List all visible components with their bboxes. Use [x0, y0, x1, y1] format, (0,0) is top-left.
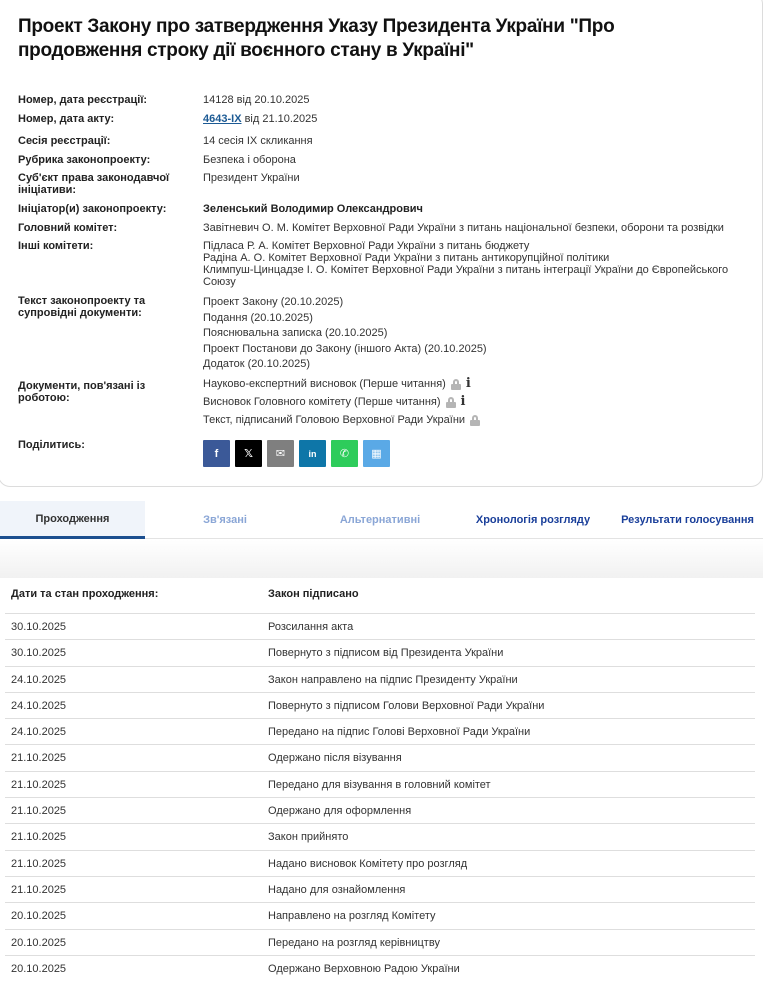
info-icon[interactable]: i: [465, 376, 471, 391]
tab-chronology[interactable]: Хронологія розгляду: [475, 514, 591, 526]
share-buttons: [203, 440, 743, 467]
label: Сесія реєстрації:: [18, 135, 111, 147]
row-status: Одержано після візування: [268, 752, 402, 765]
label: Текст законопроекту та супровідні документи:: [18, 295, 146, 319]
value: Зеленський Володимир Олександрович: [203, 203, 423, 215]
value: 14128 від 20.10.2025: [203, 94, 310, 106]
row-date: 20.10.2025: [11, 910, 67, 923]
label: Головний комітет:: [18, 222, 118, 234]
row-date: 30.10.2025: [11, 621, 67, 633]
value: [203, 375, 743, 429]
page-title: Проект Закону про затвердження Указу Президента України "Про продовження строку дії воєнного стану в Україні": [18, 16, 615, 61]
value: Завітневич О. М. Комітет Верховної Ради України з питань національної безпеки, оборони та розвідки: [203, 222, 724, 234]
row-date: 24.10.2025: [11, 726, 67, 739]
committee-item: Климпуш-Цинцадзе І. О. Комітет Верховної Ради України з питань інтеграції України до Європейського Союзу: [203, 264, 729, 288]
document-link[interactable]: Проект Постанови до Закону (іншого Акта) (20.10.2025): [203, 342, 487, 355]
row-status: Одержано для оформлення: [268, 805, 412, 818]
row-status: Розсилання акта: [268, 621, 354, 633]
qr-code-icon: ▦: [371, 447, 382, 460]
related-doc: [203, 375, 743, 393]
table-row: [5, 930, 755, 956]
row-status: Надано висновок Комітету про розгляд: [268, 857, 468, 870]
section-divider: [0, 540, 763, 578]
row-status: Закон направлено на підпис Президенту України: [268, 673, 518, 686]
label: Документи, пов'язані із роботою:: [18, 380, 146, 404]
passage-table: [5, 578, 755, 982]
tab-bar: [0, 501, 763, 539]
table-row: [5, 851, 755, 877]
value: Безпека і оборона: [203, 154, 296, 166]
lock-icon: [446, 397, 456, 408]
header-dates: Дати та стан проходження:: [11, 588, 159, 600]
tab-passage[interactable]: Проходження: [0, 501, 145, 539]
linkedin-share-button[interactable]: [299, 440, 326, 467]
table-header: [5, 578, 755, 614]
document-link[interactable]: Подання (20.10.2025): [203, 311, 313, 324]
table-row: [5, 693, 755, 719]
label: Інші комітети:: [18, 240, 94, 252]
row-date: 20.10.2025: [11, 962, 67, 975]
whatsapp-icon: ✆: [339, 447, 350, 460]
row-date: 24.10.2025: [11, 699, 67, 712]
tab-alternative[interactable]: Альтернативні: [339, 514, 421, 526]
linkedin-icon: in: [308, 448, 317, 459]
table-row: [5, 667, 755, 693]
document-link[interactable]: Додаток (20.10.2025): [203, 358, 311, 370]
table-row: [5, 640, 755, 666]
row-status: Повернуто з підписом Голови Верховної Ради України: [268, 699, 545, 712]
info-icon[interactable]: i: [460, 394, 466, 409]
header-status: Закон підписано: [268, 588, 359, 600]
value: [203, 240, 743, 288]
x-share-button[interactable]: [235, 440, 262, 467]
value: Президент України: [203, 172, 300, 184]
row-date: 20.10.2025: [11, 936, 67, 949]
qr-code-button[interactable]: [363, 440, 390, 467]
related-doc-text: Науково-експертний висновок (Перше читання): [203, 378, 446, 390]
row-date: 21.10.2025: [11, 831, 67, 844]
table-row: [5, 772, 755, 798]
row-status: Повернуто з підписом від Президента України: [268, 647, 504, 660]
table-row: [5, 719, 755, 745]
related-doc-text: Висновок Головного комітету (Перше читання): [203, 396, 441, 408]
email-icon: ✉: [275, 447, 286, 460]
table-row: [5, 956, 755, 982]
act-date: від 21.10.2025: [241, 113, 318, 125]
row-date: 21.10.2025: [11, 752, 67, 765]
x-icon: 𝕏: [244, 447, 253, 460]
row-status: Надано для ознайомлення: [268, 883, 406, 896]
committee-item: Радіна А. О. Комітет Верховної Ради України з питань антикорупційної політики: [203, 252, 610, 264]
value: [203, 295, 743, 373]
facebook-share-button[interactable]: [203, 440, 230, 467]
tab-voting-results[interactable]: Результати голосування: [621, 514, 754, 526]
row-status: Передано на розгляд керівництву: [268, 936, 440, 949]
row-date: 21.10.2025: [11, 778, 67, 791]
row-date: 24.10.2025: [11, 673, 67, 686]
row-date: 21.10.2025: [11, 805, 67, 818]
value: 14 сесія IX скликання: [203, 135, 313, 147]
label: Номер, дата реєстрації:: [18, 94, 148, 106]
document-link[interactable]: Пояснювальна записка (20.10.2025): [203, 327, 388, 339]
lock-icon: [451, 379, 461, 390]
table-row: [5, 798, 755, 824]
label: Суб'єкт права законодавчої ініціативи:: [18, 172, 170, 196]
row-status: Направлено на розгляд Комітету: [268, 910, 436, 923]
label: Номер, дата акту:: [18, 113, 115, 125]
facebook-icon: f: [214, 447, 219, 460]
related-doc-text: Текст, підписаний Головою Верховної Ради України: [203, 414, 466, 426]
table-row: [5, 745, 755, 771]
lock-icon: [470, 415, 480, 426]
label: Ініціатор(и) законопроекту:: [18, 203, 167, 215]
row-date: 30.10.2025: [11, 647, 67, 660]
row-status: Одержано Верховною Радою України: [268, 962, 460, 975]
row-status: Передано для візування в головний комітет: [268, 778, 491, 791]
table-row: [5, 614, 755, 640]
label: Поділитись:: [18, 439, 85, 451]
tab-related[interactable]: Зв'язані: [203, 514, 247, 526]
related-doc: [203, 393, 743, 411]
act-number-link[interactable]: 4643-IX: [203, 113, 242, 125]
row-date: 21.10.2025: [11, 857, 67, 870]
document-link[interactable]: Проект Закону (20.10.2025): [203, 296, 344, 308]
row-status: Передано на підпис Голові Верховної Ради України: [268, 726, 531, 739]
committee-item: Підласа Р. А. Комітет Верховної Ради України з питань бюджету: [203, 240, 530, 252]
related-doc: [203, 411, 743, 429]
row-status: Закон прийнято: [268, 831, 349, 844]
table-row: [5, 877, 755, 903]
table-row: [5, 824, 755, 850]
row-date: 21.10.2025: [11, 883, 67, 896]
table-row: [5, 903, 755, 929]
label: Рубрика законопроекту:: [18, 154, 151, 166]
value: [203, 113, 743, 125]
whatsapp-share-button[interactable]: [331, 440, 358, 467]
email-share-button[interactable]: [267, 440, 294, 467]
